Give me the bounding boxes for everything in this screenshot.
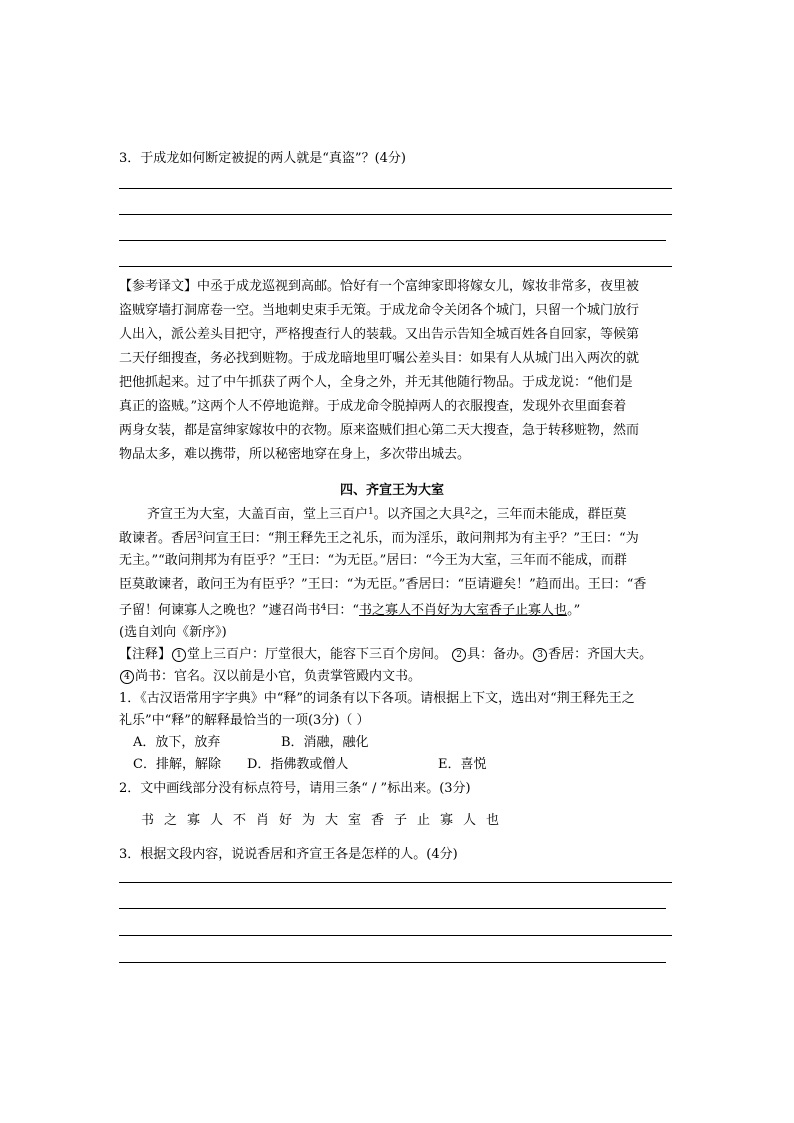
option-d: D．指佛教或僧人 <box>247 757 349 772</box>
passage-line: 无主。”“敢问荆邦为有臣乎？”王曰：“为无臣。”居曰：“今王为大室，三年而不能成，而群 <box>119 553 627 568</box>
note-number: 4 <box>120 670 134 684</box>
question-1-cont: 礼乐”中“释”的解释最恰当的一项(3分)（ ） <box>119 713 370 728</box>
translation-line: 【参考译文】中丞于成龙巡视到高邮。恰好有一个富绅家即将嫁女儿，嫁妆非常多，夜里被 <box>119 279 640 294</box>
question-3-top: 3．于成龙如何断定被捉的两人就是“真盗”？(4分) <box>119 151 406 166</box>
underlined-sentence: 书之寡人不肖好为大室香子止寡人也 <box>359 603 568 618</box>
answer-line <box>119 188 672 189</box>
note-number: 1 <box>172 648 186 662</box>
note-ref-1: 1 <box>368 507 374 517</box>
answer-line <box>119 240 666 241</box>
unpunctuated-sentence: 书之寡人不肖好为大室香子止寡人也 <box>141 813 510 828</box>
answer-line <box>119 962 666 963</box>
notes-line: 【注释】 1 堂上三百户：厅堂很大，能容下三百个房间。 2 具：备办。 3 香居：齐国大夫。 <box>119 647 653 662</box>
option-e: E．喜悦 <box>438 757 487 772</box>
passage-line: 齐宣王为大室，大盖百亩，堂上三百户$^1$。以齐国之大具$^2$之，三年而未能成，群臣莫 <box>147 507 627 522</box>
notes-line: 4 尚书：官名。汉以前是小官，负责掌管殿内文书。 <box>119 668 421 685</box>
note-number: 2 <box>452 648 466 662</box>
answer-line <box>119 935 672 936</box>
question-2: 2．文中画线部分没有标点符号，请用三条“ / ”标出来。(3分) <box>119 781 471 796</box>
answer-line <box>119 882 672 883</box>
note-ref-3: 3 <box>197 531 203 541</box>
answer-line <box>119 214 672 215</box>
answer-line <box>119 266 672 267</box>
translation-line: 把他抓起来。过了中午抓获了两个人，全身之外，并无其他随行物品。于成龙说：“他们是 <box>119 375 633 390</box>
note-ref-4: 4 <box>320 603 327 613</box>
question-3: 3．根据文段内容，说说香居和齐宣王各是怎样的人。(4分) <box>119 847 458 862</box>
section-title: 四、齐宣王为大室 <box>340 483 445 498</box>
translation-line: 二天仔细搜查，务必找到赃物。于成龙暗地里叮嘱公差头目：如果有人从城门出入两次的就 <box>119 351 640 366</box>
note-ref-2: 2 <box>464 507 471 517</box>
option-a: A．放下，放弃 <box>133 735 221 750</box>
passage-line: 子留！何谏寡人之晚也？”遽召尚书$^4$曰：“书之寡人不肖好为大室香子止寡人也。” <box>119 603 581 618</box>
note-number: 3 <box>533 648 547 662</box>
translation-line: 人出入，派公差头目把守，严格搜查行人的装载。又出告示告知全城百姓各自回家，等候第 <box>119 327 640 342</box>
option-c: C．排解，解除 <box>133 757 221 772</box>
answer-line <box>119 908 666 909</box>
translation-line: 真正的盗贼。”这两个人不停地诡辩。于成龙命令脱掉两人的衣服搜查，发现外衣里面套着 <box>119 399 627 414</box>
option-b: B．消融，融化 <box>281 735 369 750</box>
passage-line: 敢谏者。香居$^3$问宣王曰：“荆王释先王之礼乐，而为淫乐，敢问荆邦为有主乎？”王曰：“为 <box>119 531 639 546</box>
question-1: 1．《古汉语常用字字典》中“释”的词条有以下各项。请根据上下文，选出对“荆王释先王之 <box>119 691 635 706</box>
translation-line: 物品太多，难以携带，所以秘密地穿在身上，多次带出城去。 <box>119 447 471 462</box>
source-citation: (选自刘向《新序》) <box>119 625 227 640</box>
translation-line: 两身女装，都是富绅家嫁妆中的衣物。原来盗贼们担心第二天大搜查，急于转移赃物，然而 <box>119 423 640 438</box>
passage-line: 臣莫敢谏者，敢问王为有臣乎？”王曰：“为无臣。”香居曰：“臣请避矣！”趋而出。王曰：“香 <box>119 577 647 592</box>
translation-line: 盗贼穿墙打洞席卷一空。当地刺史束手无策。于成龙命令关闭各个城门，只留一个城门放行 <box>119 303 640 318</box>
